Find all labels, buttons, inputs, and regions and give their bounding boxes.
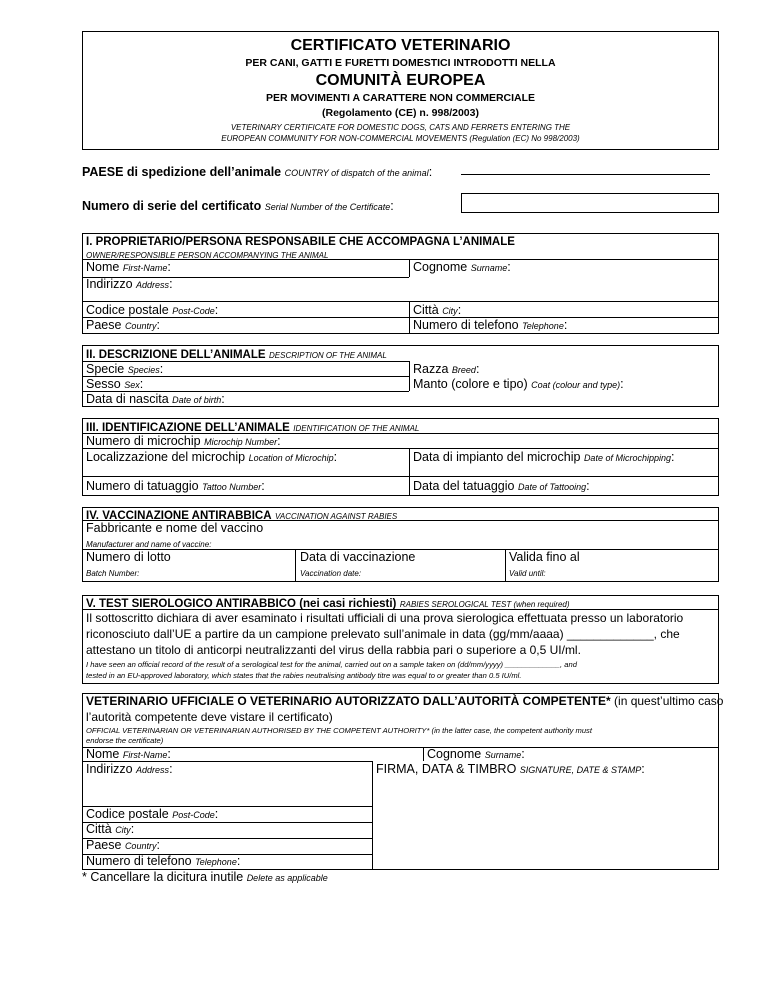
vet-postcode-field[interactable]: Codice postale Post-Code:	[86, 807, 219, 821]
serological-en-1: I have seen an official record of the result of a serological test for the animal, carried out on a sample taken on (dd/mm/yyyy) _____________, and	[86, 660, 577, 669]
animal-sex-field[interactable]: Sesso Sex:	[86, 377, 144, 391]
vet-country-field[interactable]: Paese Country:	[86, 838, 160, 852]
serial-label: Numero di serie del certificato Serial Number of the Certificate:	[82, 199, 394, 213]
microchip-number-field[interactable]: Numero di microchip Microchip Number:	[86, 434, 281, 448]
vet-address-field[interactable]: Indirizzo Address:	[86, 762, 173, 776]
vet-name-field[interactable]: Nome First-Name:	[86, 747, 171, 761]
owner-city-field[interactable]: Città City:	[413, 303, 462, 317]
tattoo-date-field[interactable]: Data del tatuaggio Date of Tattooing:	[413, 479, 590, 493]
owner-address-field[interactable]: Indirizzo Address:	[86, 277, 173, 291]
dispatch-label: PAESE di spedizione dell’animale COUNTRY of dispatch of the animal:	[82, 165, 433, 179]
vet-surname-field[interactable]: Cognome Surname:	[427, 747, 525, 761]
section-veterinarian-title-2: l’autorità competente deve vistare il certificato)	[86, 710, 333, 724]
header-box	[82, 31, 719, 150]
serological-text-3: attestano un titolo di anticorpi neutralizzanti del virus della rabbia pari o superiore a 0,5 UI/ml.	[86, 643, 581, 657]
animal-dob-field[interactable]: Data di nascita Date of birth:	[86, 392, 225, 406]
valid-until-field[interactable]: Valida fino al	[509, 550, 580, 564]
owner-name-field[interactable]: Nome First-Name:	[86, 260, 171, 274]
section-identification-title: III. IDENTIFICAZIONE DELL’ANIMALE IDENTIFICATION OF THE ANIMAL	[86, 422, 420, 434]
subtitle-1: PER CANI, GATTI E FURETTI DOMESTICI INTRODOTTI NELLA	[245, 57, 556, 69]
tattoo-number-field[interactable]: Numero di tatuaggio Tattoo Number:	[86, 479, 265, 493]
section-serological-title: V. TEST SIEROLOGICO ANTIRABBICO (nei casi richiesti) RABIES SEROLOGICAL TEST (when required)	[86, 598, 570, 610]
vet-city-field[interactable]: Città City:	[86, 822, 135, 836]
valid-until-en: Valid until:	[509, 569, 546, 578]
dispatch-country-field[interactable]	[461, 160, 710, 175]
section-vaccination-title: IV. VACCINAZIONE ANTIRABBICA VACCINATION AGAINST RABIES	[86, 510, 398, 522]
animal-breed-field[interactable]: Razza Breed:	[413, 362, 480, 376]
vaccination-date-en: Vaccination date:	[300, 569, 362, 578]
serological-text-2: riconosciuto dall’UE a partire da un campione prelevato sull’animale in data (gg/mm/aaaa) _____________, che	[86, 627, 680, 641]
serological-en-2: tested in an EU-approved laboratory, which states that the rabies neutralising antibody titre was equal to or greater than 0.5 IU/ml.	[86, 671, 522, 680]
vaccine-maker-field[interactable]: Fabbricante e nome del vaccino	[86, 521, 264, 535]
batch-number-field[interactable]: Numero di lotto	[86, 550, 171, 564]
owner-surname-field[interactable]: Cognome Surname:	[413, 260, 511, 274]
serological-text-1: Il sottoscritto dichiara di aver esaminato i risultati ufficiali di una prova sierologica effettuata presso un laboratorio	[86, 611, 684, 625]
footnote: * Cancellare la dicitura inutile Delete as applicable	[82, 870, 328, 884]
subtitle-3: (Regolamento (CE) n. 998/2003)	[322, 107, 479, 119]
section-animal-description-title: II. DESCRIZIONE DELL’ANIMALE DESCRIPTION OF THE ANIMAL	[86, 349, 387, 361]
subtitle-2: PER MOVIMENTI A CARATTERE NON COMMERCIALE	[265, 92, 536, 104]
animal-coat-field[interactable]: Manto (colore e tipo) Coat (colour and type):	[413, 377, 624, 391]
vaccine-maker-en: Manufacturer and name of vaccine:	[86, 540, 212, 549]
microchip-location-field[interactable]: Localizzazione del microchip Location of Microchip:	[86, 450, 338, 464]
vet-signature-field[interactable]: FIRMA, DATA & TIMBRO SIGNATURE, DATE & STAMP:	[376, 762, 645, 776]
section-veterinarian-en-1: OFFICIAL VETERINARIAN OR VETERINARIAN AUTHORISED BY THE COMPETENT AUTHORITY* (in the latter case, the competent authority must	[86, 726, 592, 735]
owner-country-field[interactable]: Paese Country:	[86, 318, 160, 332]
owner-phone-field[interactable]: Numero di telefono Telephone:	[413, 318, 568, 332]
vet-phone-field[interactable]: Numero di telefono Telephone:	[86, 854, 241, 868]
serial-number-field[interactable]	[461, 193, 719, 213]
owner-postcode-field[interactable]: Codice postale Post-Code:	[86, 303, 219, 317]
batch-number-en: Batch Number:	[86, 569, 140, 578]
microchip-date-field[interactable]: Data di impianto del microchip Date of Microchipping:	[413, 450, 675, 464]
section-veterinarian-en-2: endorse the certificate)	[86, 736, 164, 745]
title: CERTIFICATO VETERINARIO	[290, 37, 511, 54]
title-2: COMUNITÀ EUROPEA	[315, 72, 486, 89]
section-veterinarian-title: VETERINARIO UFFICIALE O VETERINARIO AUTORIZZATO DALL’AUTORITÀ COMPETENTE* (in quest’ultimo caso	[86, 694, 724, 708]
section-owner-subtitle: OWNER/RESPONSIBLE PERSON ACCOMPANYING THE ANIMAL	[86, 251, 329, 260]
subtitle-en-1: VETERINARY CERTIFICATE FOR DOMESTIC DOGS, CATS AND FERRETS ENTERING THE	[230, 123, 571, 132]
subtitle-en-2: EUROPEAN COMMUNITY FOR NON-COMMERCIAL MOVEMENTS (Regulation (EC) No 998/2003)	[221, 134, 580, 143]
animal-species-field[interactable]: Specie Species:	[86, 362, 164, 376]
vaccination-date-field[interactable]: Data di vaccinazione	[300, 550, 416, 564]
section-owner-title: I. PROPRIETARIO/PERSONA RESPONSABILE CHE ACCOMPAGNA L’ANIMALE	[86, 236, 515, 248]
